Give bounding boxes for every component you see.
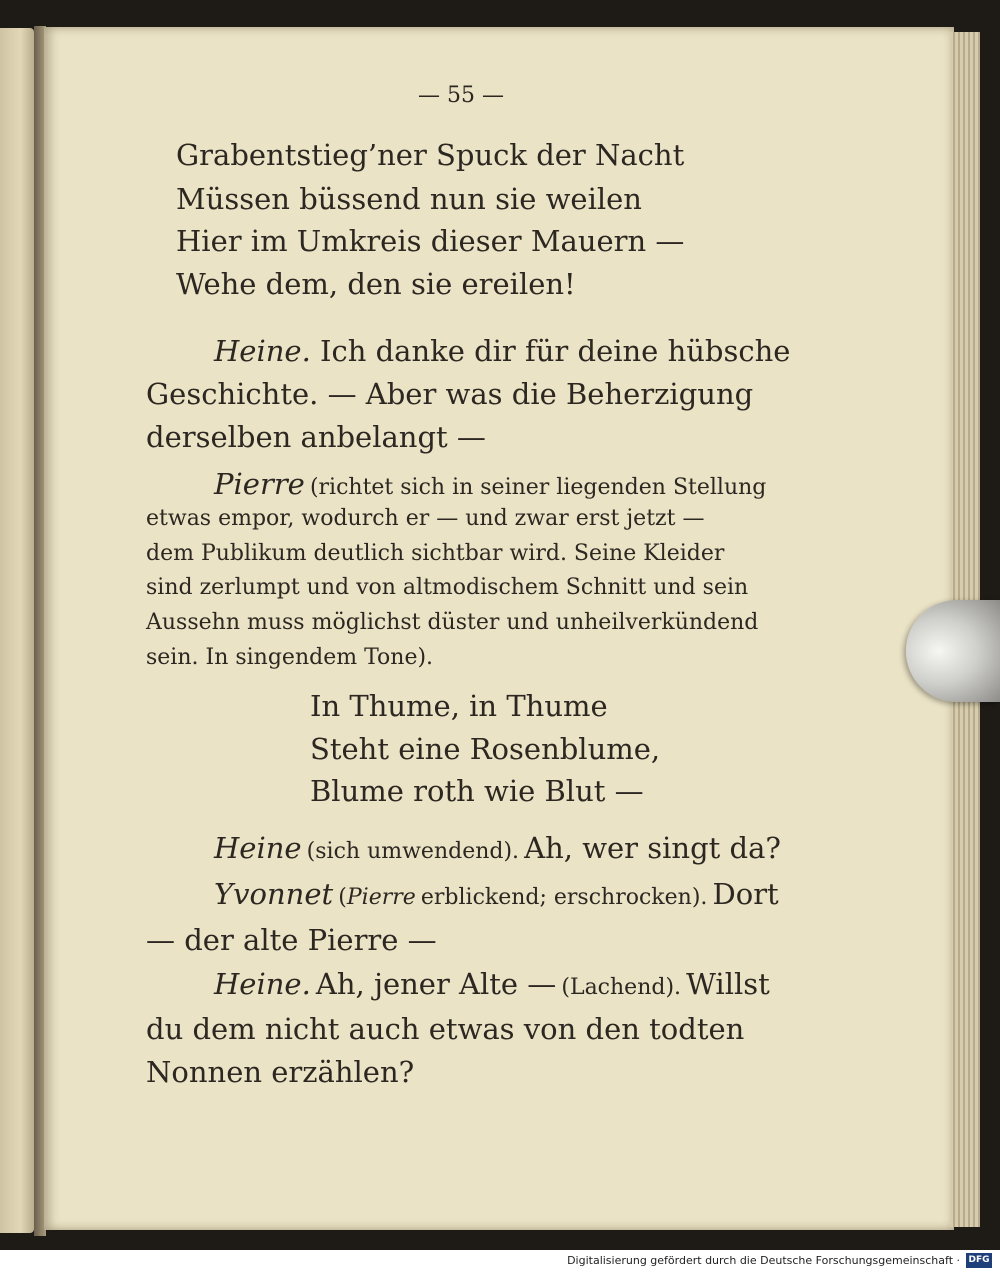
yvonnet-dir-open: ( [338, 885, 347, 910]
yvonnet-line-2: — der alte Pierre — [146, 923, 437, 957]
pierre-line-1 [214, 467, 767, 501]
yvonnet-line-1 [214, 877, 779, 911]
pierre-line-6: sein. In singendem Tone). [146, 645, 434, 670]
yvonnet-dir-rest: erblickend; erschrocken). [420, 885, 708, 910]
heine2-direction: (sich umwendend). [306, 839, 520, 864]
heine3-speech-1: Ah, jener Alte — [315, 967, 557, 1001]
heine2-speech: Ah, wer singt da? [524, 831, 781, 865]
speaker-yvonnet: Yvonnet [214, 877, 334, 911]
verse2-line-2: Steht eine Rosenblume, [310, 732, 661, 766]
verse1-line-4: Wehe dem, den sie ereilen! [176, 267, 576, 301]
yvonnet-dir-name: Pierre [346, 885, 416, 910]
funding-notice: Digitalisierung gefördert durch die Deutsche Forschungsgemeinschaft · [567, 1254, 960, 1267]
heine3-line-1 [214, 967, 770, 1001]
heine2-line [214, 831, 781, 865]
pierre-line-3: dem Publikum deutlich sichtbar wird. Seine Kleider [146, 541, 725, 566]
speaker-pierre: Pierre [214, 467, 305, 501]
pierre-line-5: Aussehn muss möglichst düster und unheilverkündend [146, 610, 759, 635]
footer-bar [0, 1250, 1000, 1272]
verse2-line-1: In Thume, in Thume [310, 689, 608, 723]
dfg-logo: DFG [966, 1253, 992, 1268]
heine-speech: Ich danke dir für deine hübsche [320, 334, 791, 368]
pierre-line-4: sind zerlumpt und von altmodischem Schnitt und sein [146, 575, 749, 600]
book-clip [906, 600, 1000, 702]
previous-page-edge [0, 28, 34, 1233]
stage-direction: (richtet sich in seiner liegenden Stellung [309, 475, 767, 500]
heine3-line-2: du dem nicht auch etwas von den todten [146, 1012, 745, 1046]
speaker-heine-2: Heine [214, 831, 302, 865]
heine-line-1 [214, 334, 791, 368]
speaker-heine-3: Heine. [214, 967, 311, 1001]
page-number: — 55 — [418, 83, 504, 108]
heine3-direction: (Lachend). [561, 975, 682, 1000]
verse1-line-1: Grabentstieg’ner Spuck der Nacht [176, 138, 685, 172]
verse2-line-3: Blume roth wie Blut — [310, 774, 644, 808]
heine3-line-3: Nonnen erzählen? [146, 1055, 415, 1089]
heine3-speech-2: Willst [686, 967, 770, 1001]
heine-line-2: Geschichte. — Aber was die Beherzigung [146, 377, 754, 411]
speaker-heine: Heine. [214, 334, 311, 368]
heine-line-3: derselben anbelangt — [146, 420, 486, 454]
verse1-line-3: Hier im Umkreis dieser Mauern — [176, 224, 685, 258]
pierre-line-2: etwas empor, wodurch er — und zwar erst jetzt — [146, 506, 705, 531]
verse1-line-2: Müssen büssend nun sie weilen [176, 182, 642, 216]
yvonnet-speech-1: Dort [712, 877, 779, 911]
